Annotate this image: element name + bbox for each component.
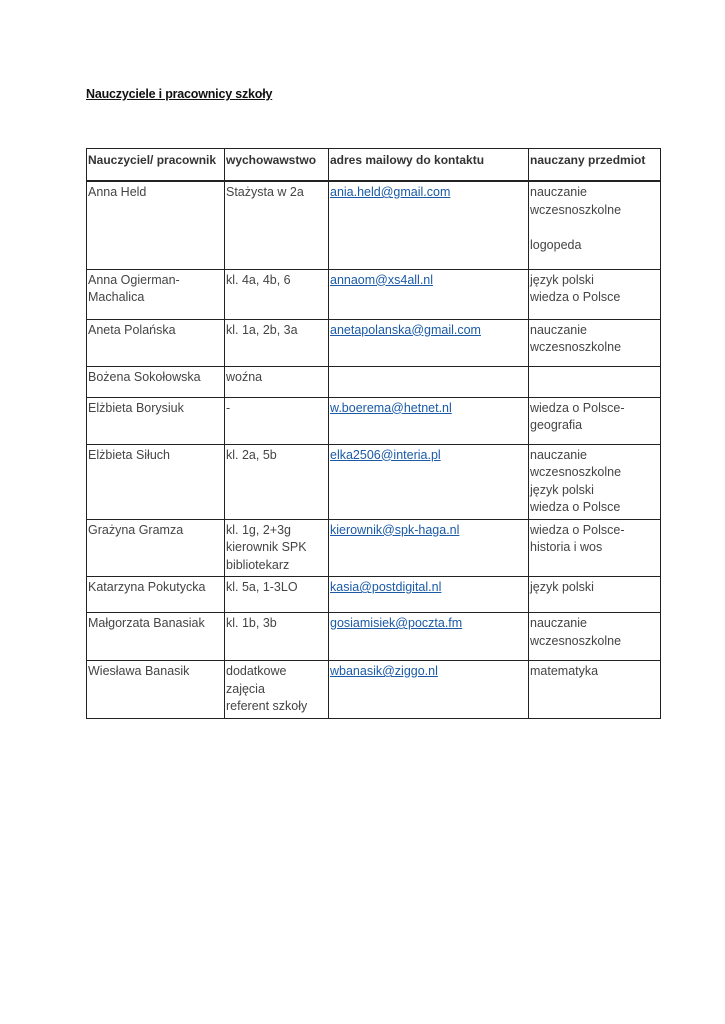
cell-email — [329, 269, 529, 319]
cell-homeroom: woźna — [225, 366, 329, 397]
cell-homeroom: kl. 1a, 2b, 3a — [225, 319, 329, 366]
cell-subject: język polski — [529, 577, 661, 613]
cell-subject: nauczanie wczesnoszkolne język polski wiedza o Polsce — [529, 444, 661, 519]
cell-homeroom: kl. 5a, 1-3LO — [225, 577, 329, 613]
cell-name: Elżbieta Siłuch — [87, 444, 225, 519]
table-row — [87, 269, 661, 319]
cell-subject: nauczanie wczesnoszkolne — [529, 319, 661, 366]
email-link[interactable]: wbanasik@ziggo.nl — [330, 664, 438, 678]
cell-homeroom: kl. 4a, 4b, 6 — [225, 269, 329, 319]
email-link[interactable]: ania.held@gmail.com — [330, 185, 451, 199]
cell-homeroom: kl. 1g, 2+3g kierownik SPK bibliotekarz — [225, 519, 329, 577]
staff-table — [86, 148, 661, 719]
table-row — [87, 319, 661, 366]
table-row — [87, 613, 661, 661]
header-homeroom: wychowawstwo — [225, 149, 329, 182]
cell-name: Aneta Polańska — [87, 319, 225, 366]
cell-name: Elżbieta Borysiuk — [87, 397, 225, 444]
cell-email — [329, 613, 529, 661]
cell-email — [329, 181, 529, 269]
cell-homeroom: dodatkowe zajęcia referent szkoły — [225, 661, 329, 719]
cell-subject: język polski wiedza o Polsce — [529, 269, 661, 319]
cell-email — [329, 366, 529, 397]
table-row — [87, 444, 661, 519]
cell-name: Wiesława Banasik — [87, 661, 225, 719]
table-row — [87, 661, 661, 719]
table-row — [87, 577, 661, 613]
cell-name: Grażyna Gramza — [87, 519, 225, 577]
email-link[interactable]: gosiamisiek@poczta.fm — [330, 616, 463, 630]
email-link[interactable]: elka2506@interia.pl — [330, 447, 441, 462]
email-link[interactable]: annaom@xs4all.nl — [330, 272, 434, 287]
cell-subject: nauczanie wczesnoszkolne logopeda — [529, 181, 661, 269]
email-link[interactable]: anetapolanska@gmail.com — [330, 322, 481, 337]
cell-name: Bożena Sokołowska — [87, 366, 225, 397]
cell-homeroom: - — [225, 397, 329, 444]
header-email: adres mailowy do kontaktu — [329, 149, 529, 182]
cell-name: Anna Held — [87, 181, 225, 269]
cell-email — [329, 577, 529, 613]
table-row — [87, 519, 661, 577]
cell-subject: wiedza o Polsce- geografia — [529, 397, 661, 444]
email-link[interactable]: w.boerema@hetnet.nl — [330, 400, 452, 415]
cell-subject: wiedza o Polsce- historia i wos — [529, 519, 661, 577]
cell-homeroom: kl. 1b, 3b — [225, 613, 329, 661]
cell-homeroom: kl. 2a, 5b — [225, 444, 329, 519]
table-header-row — [87, 149, 661, 182]
cell-subject — [529, 366, 661, 397]
cell-email — [329, 319, 529, 366]
table-row — [87, 366, 661, 397]
page-title: Nauczyciele i pracownicy szkoły — [86, 87, 273, 101]
cell-subject: matematyka — [529, 661, 661, 719]
cell-email — [329, 397, 529, 444]
cell-email — [329, 444, 529, 519]
email-link[interactable]: kasia@postdigital.nl — [330, 580, 442, 594]
table-row — [87, 397, 661, 444]
cell-email — [329, 519, 529, 577]
cell-homeroom: Stażysta w 2a — [225, 181, 329, 269]
cell-name: Katarzyna Pokutycka — [87, 577, 225, 613]
header-name: Nauczyciel/ pracownik — [87, 149, 225, 182]
cell-name: Anna Ogierman- Machalica — [87, 269, 225, 319]
cell-subject: nauczanie wczesnoszkolne — [529, 613, 661, 661]
cell-name: Małgorzata Banasiak — [87, 613, 225, 661]
table-row — [87, 181, 661, 269]
email-link[interactable]: kierownik@spk-haga.nl — [330, 522, 460, 537]
header-subject: nauczany przedmiot — [529, 149, 661, 182]
cell-email — [329, 661, 529, 719]
